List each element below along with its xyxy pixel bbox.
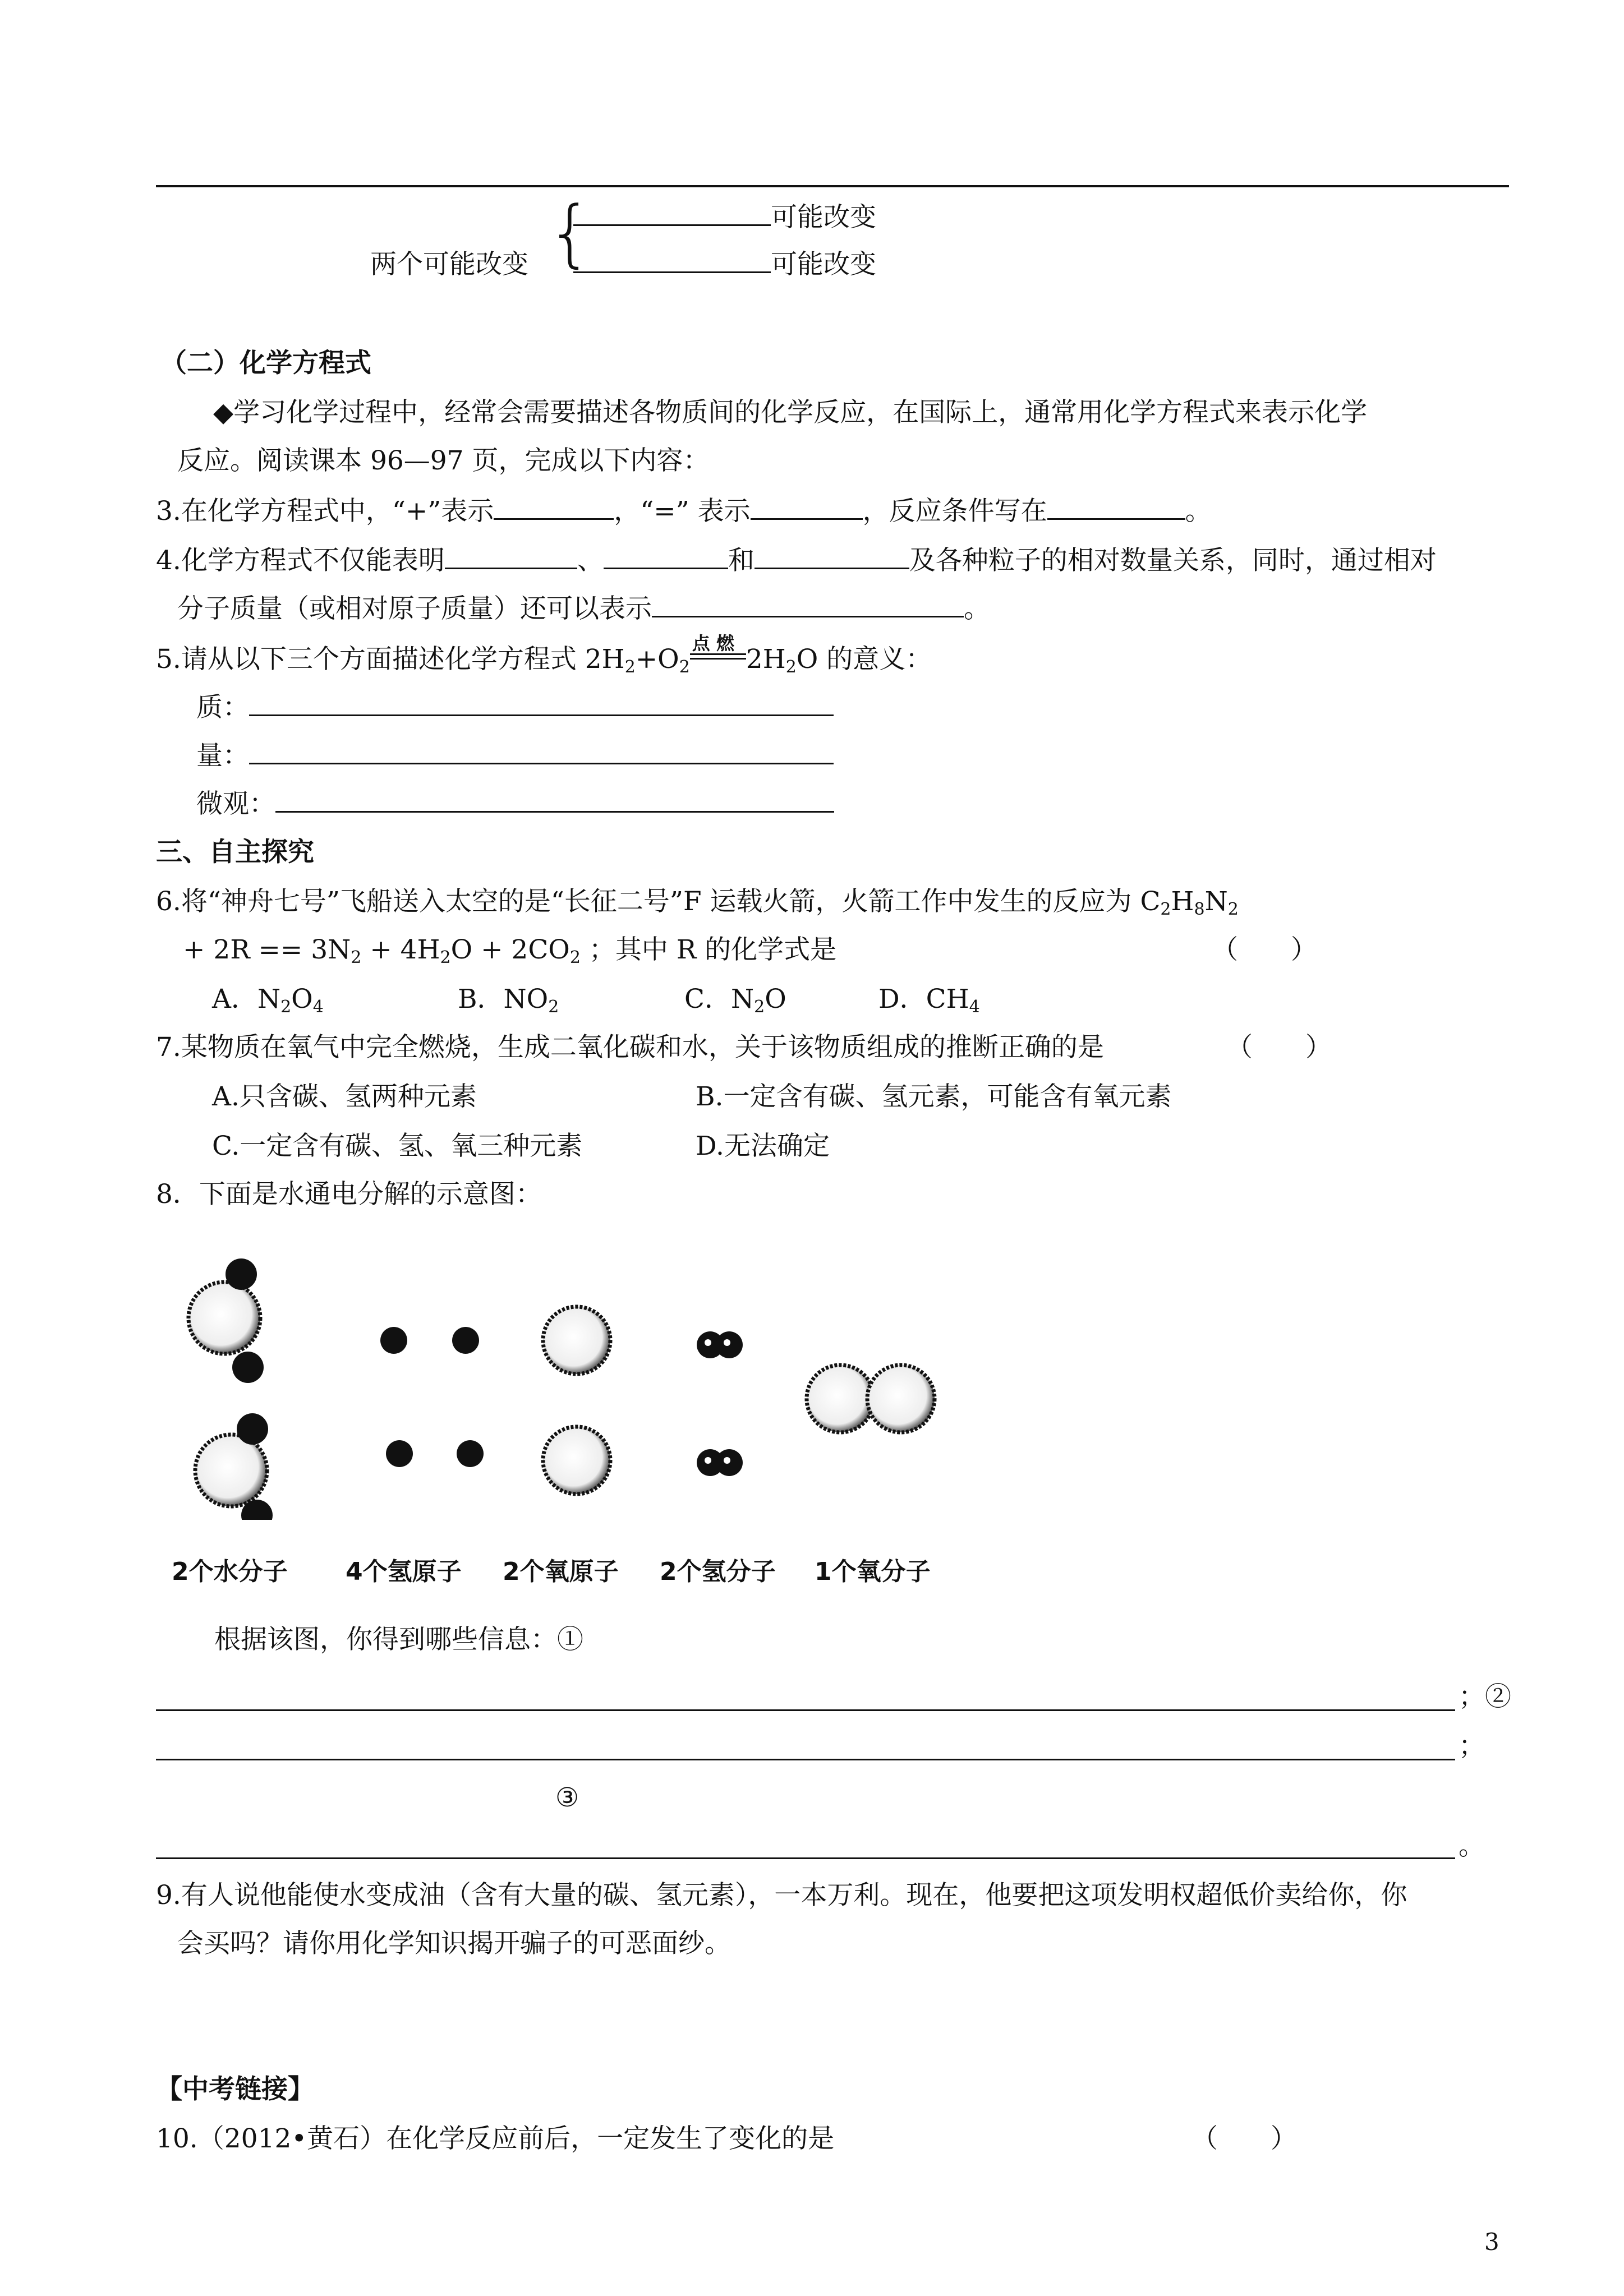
section2-intro-1: ◆学习化学过程中，经常会需要描述各物质间的化学反应，在国际上，通常用化学方程式来表示化学 xyxy=(213,397,1368,428)
q5-item-quantity: 量： xyxy=(196,739,834,773)
q7-option-c: C.一定含有碳、氢、氧三种元素 xyxy=(212,1131,583,1161)
q6-option-a: A．$N_2O_4$ xyxy=(212,984,324,1017)
q8-prompt: 根据该图，你得到哪些信息：① xyxy=(214,1624,583,1655)
blank-line-1 xyxy=(573,201,876,234)
question-8: 8．下面是水通电分解的示意图： xyxy=(156,1179,542,1210)
question-7: 7.某物质在氧气中完全燃烧，生成二氧化碳和水，关于该物质组成的推断正确的是 xyxy=(156,1032,1104,1063)
question-3: 3.在化学方程式中，“+”表示 ，“=” 表示 ，反应条件写在 。 xyxy=(156,496,1212,527)
question-9-line2: 会买吗？请你用化学知识揭开骗子的可恶面纱。 xyxy=(177,1928,731,1959)
question-10: 10.（2012•黄石）在化学反应前后，一定发生了变化的是 xyxy=(156,2123,835,2154)
label-water-molecules: 2个水分子 xyxy=(172,1557,288,1586)
left-brace: { xyxy=(547,190,594,275)
water-molecule-1 xyxy=(188,1258,264,1383)
water-molecule-2 xyxy=(195,1413,273,1520)
q6-option-c: C．$N_2O$ xyxy=(684,984,786,1017)
electrolysis-diagram xyxy=(168,1251,987,1520)
reaction-condition: 点 燃 xyxy=(690,646,746,668)
q5-item-quality: 质： xyxy=(196,691,834,725)
blank-line-2 xyxy=(573,248,876,282)
section2-intro-2: 反应。阅读课本 96—97 页，完成以下内容： xyxy=(177,445,710,476)
exam-link-heading: 【中考链接】 xyxy=(156,2074,314,2105)
answer-line-2 xyxy=(156,1759,1455,1760)
hydrogen-molecules xyxy=(697,1331,743,1476)
question-6-paren: （ ） xyxy=(1212,934,1317,965)
label-oxygen-molecule: 1个氧分子 xyxy=(815,1557,931,1586)
label-oxygen-atoms: 2个氧原子 xyxy=(503,1557,619,1586)
question-7-paren: （ ） xyxy=(1226,1032,1332,1063)
question-4-line2: 分子质量（或相对原子质量）还可以表示 。 xyxy=(177,593,990,624)
top-rule xyxy=(156,185,1509,187)
section2-heading: （二）化学方程式 xyxy=(160,348,371,379)
q6-option-b: B．$NO_2$ xyxy=(458,984,559,1017)
label-hydrogen-atoms: 4个氢原子 xyxy=(346,1557,462,1586)
question-5: 5.请从以下三个方面描述化学方程式 $2H_2+O_2$ 点 燃 $2H_2O$ 的意义： xyxy=(156,633,932,677)
page-number: 3 xyxy=(1484,2228,1499,2256)
q5-item-micro: 微观： xyxy=(196,787,834,821)
oxygen-atoms xyxy=(543,1307,610,1494)
question-4-line1: 4.化学方程式不仅能表明 、 和 及各种粒子的相对数量关系，同时，通过相对 xyxy=(156,545,1437,576)
blank1-suffix: 可能改变 xyxy=(771,202,876,233)
blank2-suffix: 可能改变 xyxy=(771,249,876,280)
answer-line-1 xyxy=(156,1709,1455,1711)
answer-3-end: 。 xyxy=(1459,1831,1485,1861)
question-10-paren: （ ） xyxy=(1191,2123,1297,2154)
section3-heading: 三、自主探究 xyxy=(156,837,314,868)
question-6-line1: 6.将“神舟七号”飞船送入太空的是“长征二号”F 运载火箭，火箭工作中发生的反应为 $C_2H_8N_2$ xyxy=(156,886,1239,919)
hydrogen-atoms xyxy=(380,1327,484,1467)
question-6-line2: + $2R == 3N_2 + 4H_2O + 2CO_2$ ；其中 R 的化学式是 xyxy=(183,934,837,967)
q7-option-a: A.只含碳、氢两种元素 xyxy=(212,1081,477,1112)
q7-option-b: B.一定含有碳、氢元素，可能含有氧元素 xyxy=(696,1081,1172,1112)
oxygen-molecule xyxy=(807,1365,935,1432)
question-9-line1: 9.有人说他能使水变成油（含有大量的碳、氢元素），一本万利。现在，他要把这项发明权超低价卖给你，你 xyxy=(156,1880,1407,1911)
answer-1-end: ；② xyxy=(1459,1681,1511,1712)
answer-line-3 xyxy=(156,1857,1455,1859)
answer-3-mark: ③ xyxy=(555,1782,579,1813)
two-changes-label: 两个可能改变 xyxy=(370,249,528,280)
q7-option-d: D.无法确定 xyxy=(696,1131,830,1161)
q6-option-d: D．$CH_4$ xyxy=(878,984,980,1017)
label-hydrogen-molecules: 2个氢分子 xyxy=(660,1557,776,1586)
answer-2-end: ； xyxy=(1459,1731,1485,1762)
